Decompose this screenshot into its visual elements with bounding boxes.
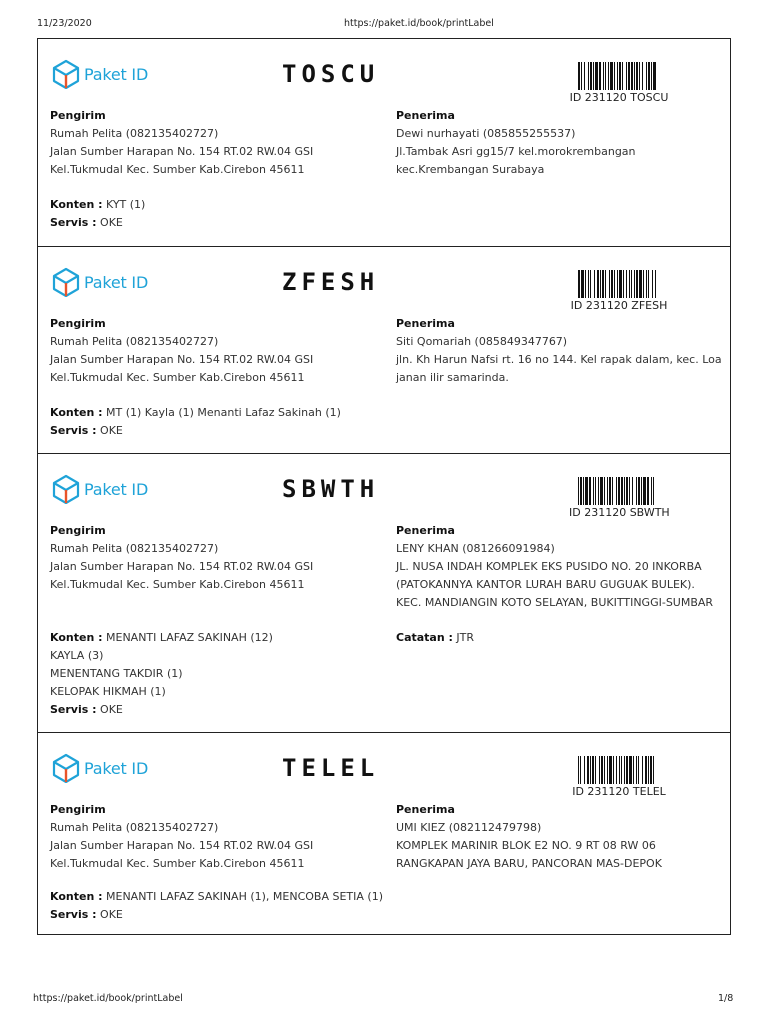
sender-block bbox=[50, 107, 313, 179]
receiver-title: Penerima bbox=[396, 109, 455, 122]
barcode-bar bbox=[584, 756, 585, 784]
barcode-bar bbox=[617, 62, 618, 90]
barcode-bar bbox=[636, 62, 638, 90]
barcode-bar bbox=[603, 62, 604, 90]
barcode-id: ID 231120 SBWTH bbox=[569, 506, 670, 519]
barcode-bar bbox=[613, 756, 614, 784]
receiver-title: Penerima bbox=[396, 803, 455, 816]
content-line bbox=[50, 888, 383, 906]
service-label: Servis : bbox=[50, 216, 97, 229]
barcode-bar bbox=[643, 477, 646, 505]
barcode-bar bbox=[616, 477, 617, 505]
sender-block bbox=[50, 522, 313, 594]
service-value: OKE bbox=[100, 424, 123, 437]
content-value: KYT (1) bbox=[106, 198, 146, 211]
barcode-bar bbox=[604, 756, 605, 784]
package-box-icon bbox=[51, 753, 81, 783]
barcode-bar bbox=[633, 756, 634, 784]
content-line bbox=[50, 196, 145, 214]
barcode-bar bbox=[619, 756, 620, 784]
barcode-bar bbox=[609, 270, 610, 298]
brand-name: Paket ID bbox=[84, 272, 149, 292]
barcode-bar bbox=[608, 62, 609, 90]
barcode-bar bbox=[589, 477, 591, 505]
receiver-name: Dewi nurhayati (085855255537) bbox=[396, 127, 576, 140]
barcode-bar bbox=[632, 477, 633, 505]
service-label: Servis : bbox=[50, 908, 97, 921]
barcode-bar bbox=[631, 270, 632, 298]
service-value: OKE bbox=[100, 703, 123, 716]
service-line bbox=[50, 422, 341, 440]
shipping-label-sbwth bbox=[38, 453, 730, 732]
barcode-bar bbox=[653, 62, 656, 90]
barcode-bar bbox=[651, 62, 652, 90]
page-number: 1/8 bbox=[718, 993, 734, 1004]
package-box-icon bbox=[51, 59, 81, 89]
shipping-labels-sheet bbox=[37, 38, 731, 935]
barcode-bar bbox=[645, 756, 647, 784]
barcode-bar bbox=[626, 477, 628, 505]
barcode-bar bbox=[617, 270, 618, 298]
barcode-bar bbox=[584, 62, 585, 90]
barcode-bar bbox=[594, 270, 595, 298]
shipment-code: TOSCU bbox=[282, 60, 380, 88]
barcode-bar bbox=[614, 62, 615, 90]
barcode-bar bbox=[590, 270, 591, 298]
barcode-bar bbox=[638, 477, 640, 505]
service-line bbox=[50, 214, 145, 232]
barcode-bar bbox=[609, 756, 612, 784]
content-value: MENANTI LAFAZ SAKINAH (1), MENCOBA SETIA (1) bbox=[106, 890, 384, 903]
shipment-code: TELEL bbox=[282, 754, 380, 782]
barcode-bar bbox=[595, 756, 596, 784]
barcode-bar bbox=[597, 270, 599, 298]
barcode-bar bbox=[634, 270, 635, 298]
barcode-bar bbox=[599, 756, 600, 784]
barcode-bar bbox=[614, 270, 615, 298]
barcode-bar bbox=[629, 477, 630, 505]
brand-name: Paket ID bbox=[84, 64, 149, 84]
barcode-bar bbox=[621, 756, 622, 784]
note-value: JTR bbox=[456, 631, 475, 644]
receiver-title: Penerima bbox=[396, 524, 455, 537]
barcode-bar bbox=[634, 62, 635, 90]
sender-address-line: Jalan Sumber Harapan No. 154 RT.02 RW.04 GSI bbox=[50, 353, 314, 366]
barcode-bar bbox=[578, 270, 580, 298]
sender-name: Rumah Pelita (082135402727) bbox=[50, 335, 219, 348]
barcode-bar bbox=[593, 62, 594, 90]
service-label: Servis : bbox=[50, 703, 97, 716]
barcode-bar bbox=[618, 477, 620, 505]
barcode-bar bbox=[587, 756, 589, 784]
receiver-block bbox=[396, 107, 636, 179]
barcode-bar bbox=[653, 477, 654, 505]
barcode-bar bbox=[609, 477, 611, 505]
sender-title: Pengirim bbox=[50, 524, 106, 537]
receiver-name: UMI KIEZ (082112479798) bbox=[396, 821, 542, 834]
barcode-bar bbox=[585, 270, 586, 298]
receiver-address-line: jln. Kh Harun Nafsi rt. 16 no 144. Kel rapak dalam, kec. Loa bbox=[396, 353, 722, 366]
receiver-address-line: (PATOKANNYA KANTOR LURAH BARU GUGUAK BULEK). bbox=[396, 578, 695, 591]
barcode-bar bbox=[652, 270, 653, 298]
sender-address-line: Jalan Sumber Harapan No. 154 RT.02 RW.04 GSI bbox=[50, 145, 314, 158]
receiver-address-line: kec.Krembangan Surabaya bbox=[396, 163, 545, 176]
barcode-bar bbox=[600, 477, 603, 505]
barcode-bar bbox=[588, 270, 589, 298]
receiver-address-line: janan ilir samarinda. bbox=[396, 371, 509, 384]
barcode-bar bbox=[581, 62, 582, 90]
barcode-id: ID 231120 TELEL bbox=[572, 785, 666, 798]
barcode-bar bbox=[651, 477, 652, 505]
barcode-bar bbox=[612, 477, 613, 505]
barcode-bar bbox=[648, 756, 649, 784]
print-date: 11/23/2020 bbox=[37, 18, 92, 29]
shipment-code: SBWTH bbox=[282, 475, 380, 503]
barcode-bar bbox=[636, 477, 637, 505]
barcode-bar bbox=[650, 756, 652, 784]
barcode-bar bbox=[610, 62, 613, 90]
paket-id-logo bbox=[51, 474, 148, 504]
receiver-name: Siti Qomariah (085849347767) bbox=[396, 335, 568, 348]
shipping-label-telel bbox=[38, 732, 730, 934]
sender-address-line: Kel.Tukmudal Kec. Sumber Kab.Cirebon 45611 bbox=[50, 857, 305, 870]
brand-name: Paket ID bbox=[84, 479, 149, 499]
barcode-bar bbox=[619, 270, 622, 298]
content-line: KAYLA (3) bbox=[50, 649, 104, 662]
service-value: OKE bbox=[100, 908, 123, 921]
barcode-bar bbox=[621, 477, 623, 505]
print-url-header: https://paket.id/book/printLabel bbox=[344, 18, 494, 29]
barcode-bar bbox=[593, 477, 594, 505]
barcode-bar bbox=[598, 477, 599, 505]
receiver-address-line: KEC. MANDIANGIN KOTO SELAYAN, BUKITTINGGI-SUMBAR bbox=[396, 596, 714, 609]
barcode-bar bbox=[578, 756, 579, 784]
barcode-bar bbox=[583, 477, 584, 505]
barcode-bar bbox=[580, 756, 581, 784]
service-label: Servis : bbox=[50, 424, 97, 437]
barcode-bar bbox=[580, 477, 582, 505]
barcode-bar bbox=[590, 756, 591, 784]
barcode-bar bbox=[607, 477, 608, 505]
barcode-bar bbox=[629, 756, 632, 784]
receiver-address-line: RANGKAPAN JAYA BARU, PANCORAN MAS-DEPOK bbox=[396, 857, 662, 870]
package-box-icon bbox=[51, 267, 81, 297]
barcode-bar bbox=[646, 270, 647, 298]
sender-block bbox=[50, 801, 313, 873]
barcode-bar bbox=[578, 62, 580, 90]
barcode-bar bbox=[619, 62, 621, 90]
barcode-bar bbox=[602, 270, 604, 298]
content-label: Konten : bbox=[50, 198, 103, 211]
barcode-bar bbox=[595, 62, 598, 90]
content-line bbox=[50, 404, 341, 422]
barcode-bar bbox=[604, 477, 605, 505]
service-line bbox=[50, 906, 383, 924]
barcode-bar bbox=[628, 62, 630, 90]
sender-title: Pengirim bbox=[50, 317, 106, 330]
barcode-bar bbox=[581, 270, 584, 298]
shipment-code: ZFESH bbox=[282, 268, 380, 296]
sender-address-line: Jalan Sumber Harapan No. 154 RT.02 RW.04 GSI bbox=[50, 839, 314, 852]
barcode-bar bbox=[647, 477, 649, 505]
barcode-bar bbox=[623, 270, 624, 298]
receiver-title: Penerima bbox=[396, 317, 455, 330]
content-line: MENENTANG TAKDIR (1) bbox=[50, 667, 183, 680]
barcode-bar bbox=[643, 270, 644, 298]
barcode-bar bbox=[655, 270, 656, 298]
barcode-bar bbox=[578, 477, 579, 505]
barcode-bar bbox=[646, 62, 647, 90]
barcode-bar bbox=[595, 477, 596, 505]
content-line bbox=[50, 629, 273, 647]
content-label: Konten : bbox=[50, 406, 103, 419]
barcode-bar bbox=[642, 62, 643, 90]
barcode-bar bbox=[599, 62, 601, 90]
service-line bbox=[50, 701, 273, 719]
barcode-bar bbox=[622, 62, 623, 90]
barcode bbox=[578, 477, 656, 505]
barcode-id: ID 231120 ZFESH bbox=[570, 299, 668, 312]
barcode-bar bbox=[611, 270, 613, 298]
content-label: Konten : bbox=[50, 631, 103, 644]
receiver-address-line: Jl.Tambak Asri gg15/7 kel.morokrembangan bbox=[396, 145, 636, 158]
barcode-bar bbox=[607, 756, 608, 784]
barcode-bar bbox=[639, 62, 640, 90]
brand-name: Paket ID bbox=[84, 758, 149, 778]
content-block bbox=[50, 629, 273, 719]
paket-id-logo bbox=[51, 267, 148, 297]
barcode-bar bbox=[648, 270, 649, 298]
paket-id-logo bbox=[51, 753, 148, 783]
content-label: Konten : bbox=[50, 890, 103, 903]
barcode-bar bbox=[624, 477, 625, 505]
content-block bbox=[50, 404, 341, 440]
barcode-bar bbox=[600, 270, 601, 298]
barcode bbox=[578, 270, 656, 298]
sender-address-line: Jalan Sumber Harapan No. 154 RT.02 RW.04 GSI bbox=[50, 560, 314, 573]
sender-name: Rumah Pelita (082135402727) bbox=[50, 821, 219, 834]
barcode-bar bbox=[605, 270, 606, 298]
shipping-label-zfesh bbox=[38, 246, 730, 453]
sender-name: Rumah Pelita (082135402727) bbox=[50, 127, 219, 140]
barcode-bar bbox=[626, 270, 627, 298]
note-label: Catatan : bbox=[396, 631, 453, 644]
note-line bbox=[396, 629, 474, 647]
package-box-icon bbox=[51, 474, 81, 504]
receiver-address-line: JL. NUSA INDAH KOMPLEK EKS PUSIDO NO. 20 INKORBA bbox=[396, 560, 702, 573]
barcode-bar bbox=[639, 270, 642, 298]
barcode-bar bbox=[631, 62, 633, 90]
barcode-bar bbox=[624, 756, 625, 784]
paket-id-logo bbox=[51, 59, 148, 89]
receiver-address-line: KOMPLEK MARINIR BLOK E2 NO. 9 RT 08 RW 06 bbox=[396, 839, 656, 852]
barcode-bar bbox=[626, 756, 628, 784]
receiver-block bbox=[396, 315, 722, 387]
note-block bbox=[396, 629, 474, 647]
barcode-bar bbox=[653, 756, 654, 784]
barcode-bar bbox=[636, 756, 637, 784]
receiver-block bbox=[396, 801, 662, 873]
barcode-bar bbox=[626, 62, 627, 90]
content-block bbox=[50, 888, 383, 924]
sender-title: Pengirim bbox=[50, 803, 106, 816]
barcode-id: ID 231120 TOSCU bbox=[569, 91, 669, 104]
barcode-bar bbox=[641, 477, 642, 505]
barcode-bar bbox=[601, 756, 603, 784]
sender-address-line: Kel.Tukmudal Kec. Sumber Kab.Cirebon 45611 bbox=[50, 163, 305, 176]
sender-address-line: Kel.Tukmudal Kec. Sumber Kab.Cirebon 45611 bbox=[50, 578, 305, 591]
barcode-bar bbox=[616, 756, 617, 784]
barcode-bar bbox=[642, 756, 643, 784]
barcode bbox=[578, 62, 656, 90]
receiver-name: LENY KHAN (081266091984) bbox=[396, 542, 555, 555]
content-block bbox=[50, 196, 145, 232]
barcode-bar bbox=[588, 62, 589, 90]
barcode-bar bbox=[629, 270, 630, 298]
content-line: KELOPAK HIKMAH (1) bbox=[50, 685, 166, 698]
service-value: OKE bbox=[100, 216, 123, 229]
content-value: MENANTI LAFAZ SAKINAH (12) bbox=[106, 631, 273, 644]
shipping-label-toscu bbox=[38, 39, 730, 246]
barcode bbox=[578, 756, 656, 784]
content-value: MT (1) Kayla (1) Menanti Lafaz Sakinah (1) bbox=[106, 406, 341, 419]
sender-title: Pengirim bbox=[50, 109, 106, 122]
barcode-bar bbox=[605, 62, 606, 90]
barcode-bar bbox=[590, 62, 592, 90]
sender-address-line: Kel.Tukmudal Kec. Sumber Kab.Cirebon 45611 bbox=[50, 371, 305, 384]
receiver-block bbox=[396, 522, 713, 612]
sender-name: Rumah Pelita (082135402727) bbox=[50, 542, 219, 555]
barcode-bar bbox=[648, 62, 650, 90]
barcode-bar bbox=[585, 477, 588, 505]
barcode-bar bbox=[638, 756, 639, 784]
print-url-footer: https://paket.id/book/printLabel bbox=[33, 993, 183, 1004]
barcode-bar bbox=[592, 756, 594, 784]
sender-block bbox=[50, 315, 313, 387]
barcode-bar bbox=[636, 270, 638, 298]
